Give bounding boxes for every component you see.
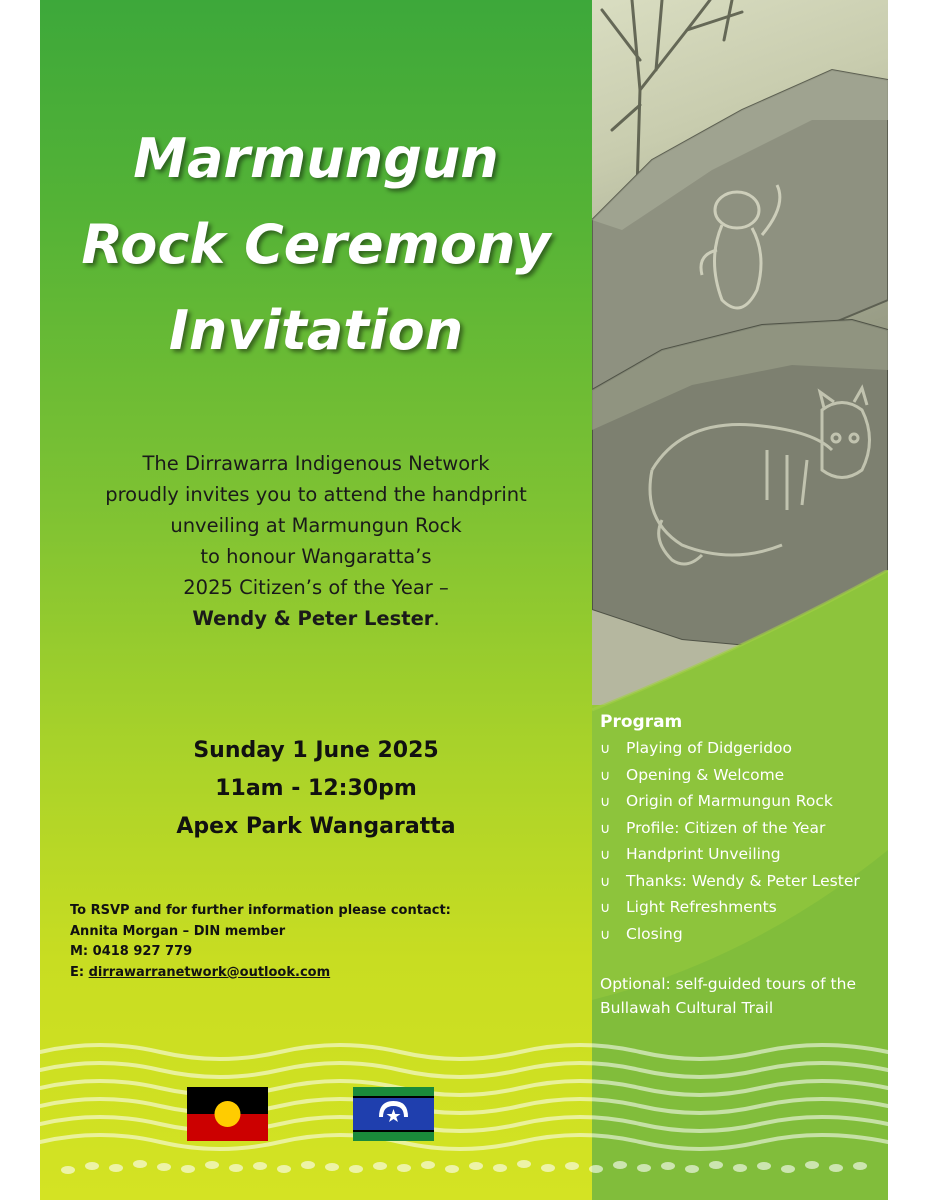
rsvp-email-line xyxy=(70,963,570,984)
email-link[interactable]: dirrawarranetwork@outlook.com xyxy=(88,964,331,980)
cup-bullet-icon: ∪ xyxy=(600,767,611,784)
program-item: ∪ Light Refreshments xyxy=(600,895,885,922)
intro-period: . xyxy=(433,607,440,630)
optional-line-2: Bullawah Cultural Trail xyxy=(600,999,774,1017)
cup-bullet-icon: ∪ xyxy=(600,900,611,916)
torres-strait-islander-flag-icon xyxy=(353,1087,434,1141)
intro-line-1: The Dirrawarra Indigenous Network xyxy=(142,452,490,475)
title-line-2: Rock Ceremony xyxy=(81,213,551,276)
program-item: ∪ Handprint Unveiling xyxy=(600,842,885,869)
intro-line-6 xyxy=(60,603,572,634)
event-date: Sunday 1 June 2025 xyxy=(193,738,439,763)
cup-bullet-icon: ∪ xyxy=(600,794,611,810)
phone-label: M: xyxy=(70,944,89,959)
rsvp-phone-line xyxy=(70,942,570,963)
intro-line-4: to honour Wangaratta’s xyxy=(200,545,432,568)
program-section xyxy=(600,710,885,1020)
program-item: ∪ Playing of Didgeridoo xyxy=(600,736,885,763)
program-item: ∪ Closing xyxy=(600,922,885,949)
phone-number: 0418 927 779 xyxy=(92,944,193,959)
intro-line-2: proudly invites you to attend the handprint xyxy=(105,483,527,506)
decorative-wave-pattern xyxy=(40,1030,888,1200)
cup-bullet-icon: ∪ xyxy=(600,873,611,890)
honorees-name: Wendy & Peter Lester xyxy=(192,607,434,630)
optional-line-1: Optional: self-guided tours of the xyxy=(600,975,856,993)
cup-bullet-icon: ∪ xyxy=(600,741,611,757)
invitation-page xyxy=(40,0,888,1200)
event-details xyxy=(60,732,572,846)
invitation-title xyxy=(70,116,562,374)
event-time: 11am - 12:30pm xyxy=(215,776,417,801)
intro-line-5: 2025 Citizen’s of the Year – xyxy=(183,576,449,599)
program-item: ∪ Thanks: Wendy & Peter Lester xyxy=(600,869,885,896)
optional-tours-note xyxy=(600,972,885,1020)
event-location: Apex Park Wangaratta xyxy=(176,814,456,839)
program-item: ∪ Profile: Citizen of the Year xyxy=(600,816,885,843)
program-list xyxy=(600,736,885,948)
title-line-3: Invitation xyxy=(168,299,464,362)
invitation-intro xyxy=(60,448,572,634)
program-heading: Program xyxy=(600,712,683,732)
cup-bullet-icon: ∪ xyxy=(600,847,611,863)
email-label: E: xyxy=(70,964,85,980)
rsvp-heading: To RSVP and for further information please contact: xyxy=(70,903,451,918)
title-line-1: Marmungun xyxy=(133,127,499,190)
program-item: ∪ Origin of Marmungun Rock xyxy=(600,789,885,816)
program-item: ∪ Opening & Welcome xyxy=(600,763,885,790)
rsvp-contact xyxy=(70,901,570,983)
aboriginal-flag-icon xyxy=(187,1087,268,1141)
cup-bullet-icon: ∪ xyxy=(600,820,611,837)
rsvp-contact-name: Annita Morgan – DIN member xyxy=(70,923,286,939)
cup-bullet-icon: ∪ xyxy=(600,926,611,943)
intro-line-3: unveiling at Marmungun Rock xyxy=(170,514,462,537)
